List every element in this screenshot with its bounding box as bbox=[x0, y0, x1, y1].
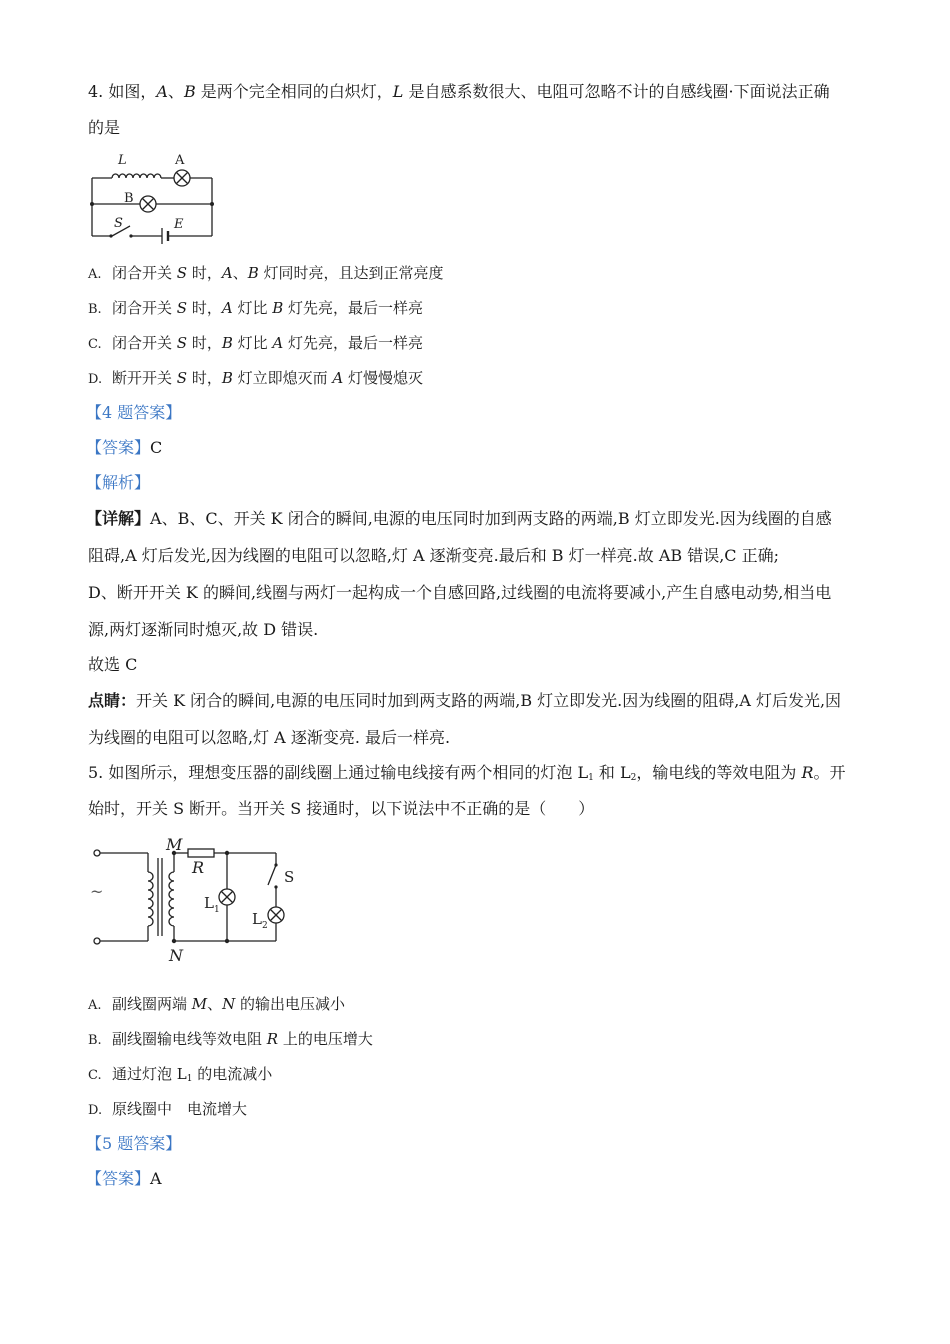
subscript: 2 bbox=[630, 773, 637, 783]
label-b: B bbox=[124, 191, 134, 206]
q4-stem-line-1 bbox=[88, 81, 830, 103]
option-key: A. bbox=[88, 267, 102, 282]
var-a: A bbox=[156, 82, 168, 101]
answer-tag: 【答案】 bbox=[86, 1169, 151, 1188]
label-m: M bbox=[166, 835, 183, 854]
q4-detail-line-2: 阻碍,A 灯后发光,因为线圈的电阻可以忽略,灯 A 逐渐变亮.最后和 B 灯一样亮.故 AB 错误,C 正确; bbox=[88, 546, 780, 565]
var-s: S bbox=[176, 369, 188, 387]
q4-detail-line-1 bbox=[86, 508, 832, 530]
answer-value: C bbox=[150, 438, 163, 457]
var-a: A bbox=[272, 334, 284, 352]
var-a: A bbox=[221, 264, 233, 282]
q4-detail-line-4: 源,两灯逐渐同时熄灭,故 D 错误. bbox=[88, 620, 319, 639]
label-l1 bbox=[204, 894, 220, 915]
tip-text: 开关 K 闭合的瞬间,电源的电压同时加到两支路的两端,B 灯立即发光.因为线圈的阻碍,A 灯后发光,因 bbox=[136, 691, 842, 710]
option-text: 闭合开关 bbox=[112, 299, 177, 317]
subscript: 1 bbox=[186, 1074, 193, 1084]
label-n: N bbox=[169, 946, 183, 965]
option-text: 断开开关 bbox=[112, 369, 177, 387]
q5-stem-line-2: 始时，开关 S 断开。当开关 S 接通时，以下说法中不正确的是（ ） bbox=[88, 799, 595, 818]
option-text: 副线圈两端 bbox=[112, 995, 192, 1013]
var-s: S bbox=[176, 299, 188, 317]
q5-stem-text: 和 L bbox=[593, 763, 631, 782]
option-text: 灯同时亮，且达到正常亮度 bbox=[258, 264, 444, 282]
var-a: A bbox=[221, 299, 233, 317]
label-l1-sub: 1 bbox=[213, 905, 220, 915]
option-text: 闭合开关 bbox=[112, 264, 177, 282]
q5-answer-header: 【5 题答案】 bbox=[86, 1134, 182, 1153]
label-r: R bbox=[192, 858, 205, 877]
var-s: S bbox=[176, 264, 188, 282]
option-text: 闭合开关 bbox=[112, 334, 177, 352]
q4-option-c bbox=[88, 332, 423, 356]
q4-stem-text: 是两个完全相同的白炽灯， bbox=[195, 82, 393, 101]
option-text: 灯先亮，最后一样亮 bbox=[283, 334, 424, 352]
option-text: 灯比 bbox=[232, 334, 273, 352]
q5-option-b bbox=[88, 1028, 373, 1052]
ac-source-symbol: ~ bbox=[90, 882, 104, 901]
q4-detail-line-3: D、断开开关 K 的瞬间,线圈与两灯一起构成一个自感回路,过线圈的电流将要减小,产生自感电动势,相当电 bbox=[88, 583, 832, 602]
option-key: C. bbox=[88, 337, 102, 352]
label-e: E bbox=[174, 217, 184, 232]
q4-tip-line-1 bbox=[88, 690, 841, 712]
detail-text: A、B、C、开关 K 闭合的瞬间,电源的电压同时加到两支路的两端,B 灯立即发光.因为线圈的自感 bbox=[150, 509, 832, 528]
q4-conclusion: 故选 C bbox=[88, 655, 138, 674]
q4-tip-line-2: 为线圈的电阻可以忽略,灯 A 逐渐变亮. 最后一样亮. bbox=[88, 728, 451, 747]
var-n: N bbox=[222, 995, 236, 1013]
option-text: 、 bbox=[232, 264, 248, 282]
label-a: A bbox=[175, 153, 185, 168]
var-m: M bbox=[191, 995, 208, 1013]
var-s: S bbox=[176, 334, 188, 352]
option-key: B. bbox=[88, 302, 102, 317]
var-r: R bbox=[266, 1030, 279, 1048]
q5-stem-text: ，输电线的等效电阻为 bbox=[636, 763, 802, 782]
option-key: D. bbox=[88, 372, 103, 387]
option-text: 灯比 bbox=[232, 299, 273, 317]
option-text: 时， bbox=[187, 369, 222, 387]
answer-tag: 【答案】 bbox=[86, 438, 151, 457]
option-text: 时， bbox=[187, 334, 222, 352]
q5-stem-text: 。开 bbox=[813, 763, 846, 782]
q5-transformer-diagram bbox=[86, 832, 306, 966]
answer-value: A bbox=[150, 1169, 162, 1188]
q4-option-d bbox=[88, 367, 423, 391]
option-key: C. bbox=[88, 1068, 102, 1083]
option-text: 通过灯泡 L bbox=[112, 1065, 187, 1083]
var-b: B bbox=[272, 299, 284, 317]
tip-tag: 点睛： bbox=[88, 691, 137, 710]
subscript: 1 bbox=[588, 773, 594, 783]
q4-analysis-header: 【解析】 bbox=[86, 473, 151, 492]
label-l: L bbox=[118, 153, 127, 168]
q4-stem-line-2: 的是 bbox=[88, 118, 121, 137]
option-text: 时， bbox=[187, 264, 222, 282]
q5-stem-text: 5. 如图所示，理想变压器的副线圈上通过输电线接有两个相同的灯泡 L bbox=[88, 763, 589, 782]
option-text: 的输出电压减小 bbox=[235, 995, 346, 1013]
option-key: B. bbox=[88, 1033, 102, 1048]
separator: 、 bbox=[167, 82, 184, 101]
q5-option-a bbox=[88, 993, 345, 1017]
label-l2 bbox=[252, 910, 268, 931]
q5-answer bbox=[86, 1168, 162, 1190]
option-key: A. bbox=[88, 998, 102, 1013]
var-r: R bbox=[801, 763, 814, 782]
label-l1-letter: L bbox=[204, 894, 214, 912]
q4-answer bbox=[86, 437, 162, 459]
label-l2-sub: 2 bbox=[261, 921, 268, 931]
var-l: L bbox=[392, 82, 404, 101]
option-text: 副线圈输电线等效电阻 bbox=[112, 1030, 267, 1048]
q5-option-c bbox=[88, 1063, 272, 1090]
q5-stem-line-1 bbox=[88, 762, 846, 789]
q4-answer-header: 【4 题答案】 bbox=[86, 403, 182, 422]
option-text: 灯先亮，最后一样亮 bbox=[283, 299, 424, 317]
q5-option-d bbox=[88, 1098, 247, 1122]
detail-tag: 【详解】 bbox=[86, 509, 151, 528]
var-b: B bbox=[221, 369, 233, 387]
q4-option-a bbox=[88, 262, 444, 286]
option-text: 灯立即熄灭而 bbox=[232, 369, 333, 387]
label-s: S bbox=[114, 216, 123, 231]
q4-stem-text: 是自感系数很大、电阻可忽略不计的自感线圈·下面说法正确 bbox=[403, 82, 830, 101]
separator: 、 bbox=[207, 995, 223, 1013]
option-text: 时， bbox=[187, 299, 222, 317]
label-l2-letter: L bbox=[252, 910, 262, 928]
label-s: S bbox=[284, 868, 295, 886]
q4-stem-text: 4. 如图， bbox=[88, 82, 157, 101]
option-text: 灯慢慢熄灭 bbox=[343, 369, 424, 387]
var-b: B bbox=[221, 334, 233, 352]
option-text: 原线圈中 电流增大 bbox=[112, 1100, 248, 1118]
var-b: B bbox=[247, 264, 259, 282]
q4-option-b bbox=[88, 297, 423, 321]
var-a: A bbox=[332, 369, 344, 387]
var-b: B bbox=[183, 82, 196, 101]
q4-circuit-diagram bbox=[84, 148, 220, 244]
option-key: D. bbox=[88, 1103, 103, 1118]
option-text: 上的电压增大 bbox=[278, 1030, 373, 1048]
option-text: 的电流减小 bbox=[192, 1065, 273, 1083]
